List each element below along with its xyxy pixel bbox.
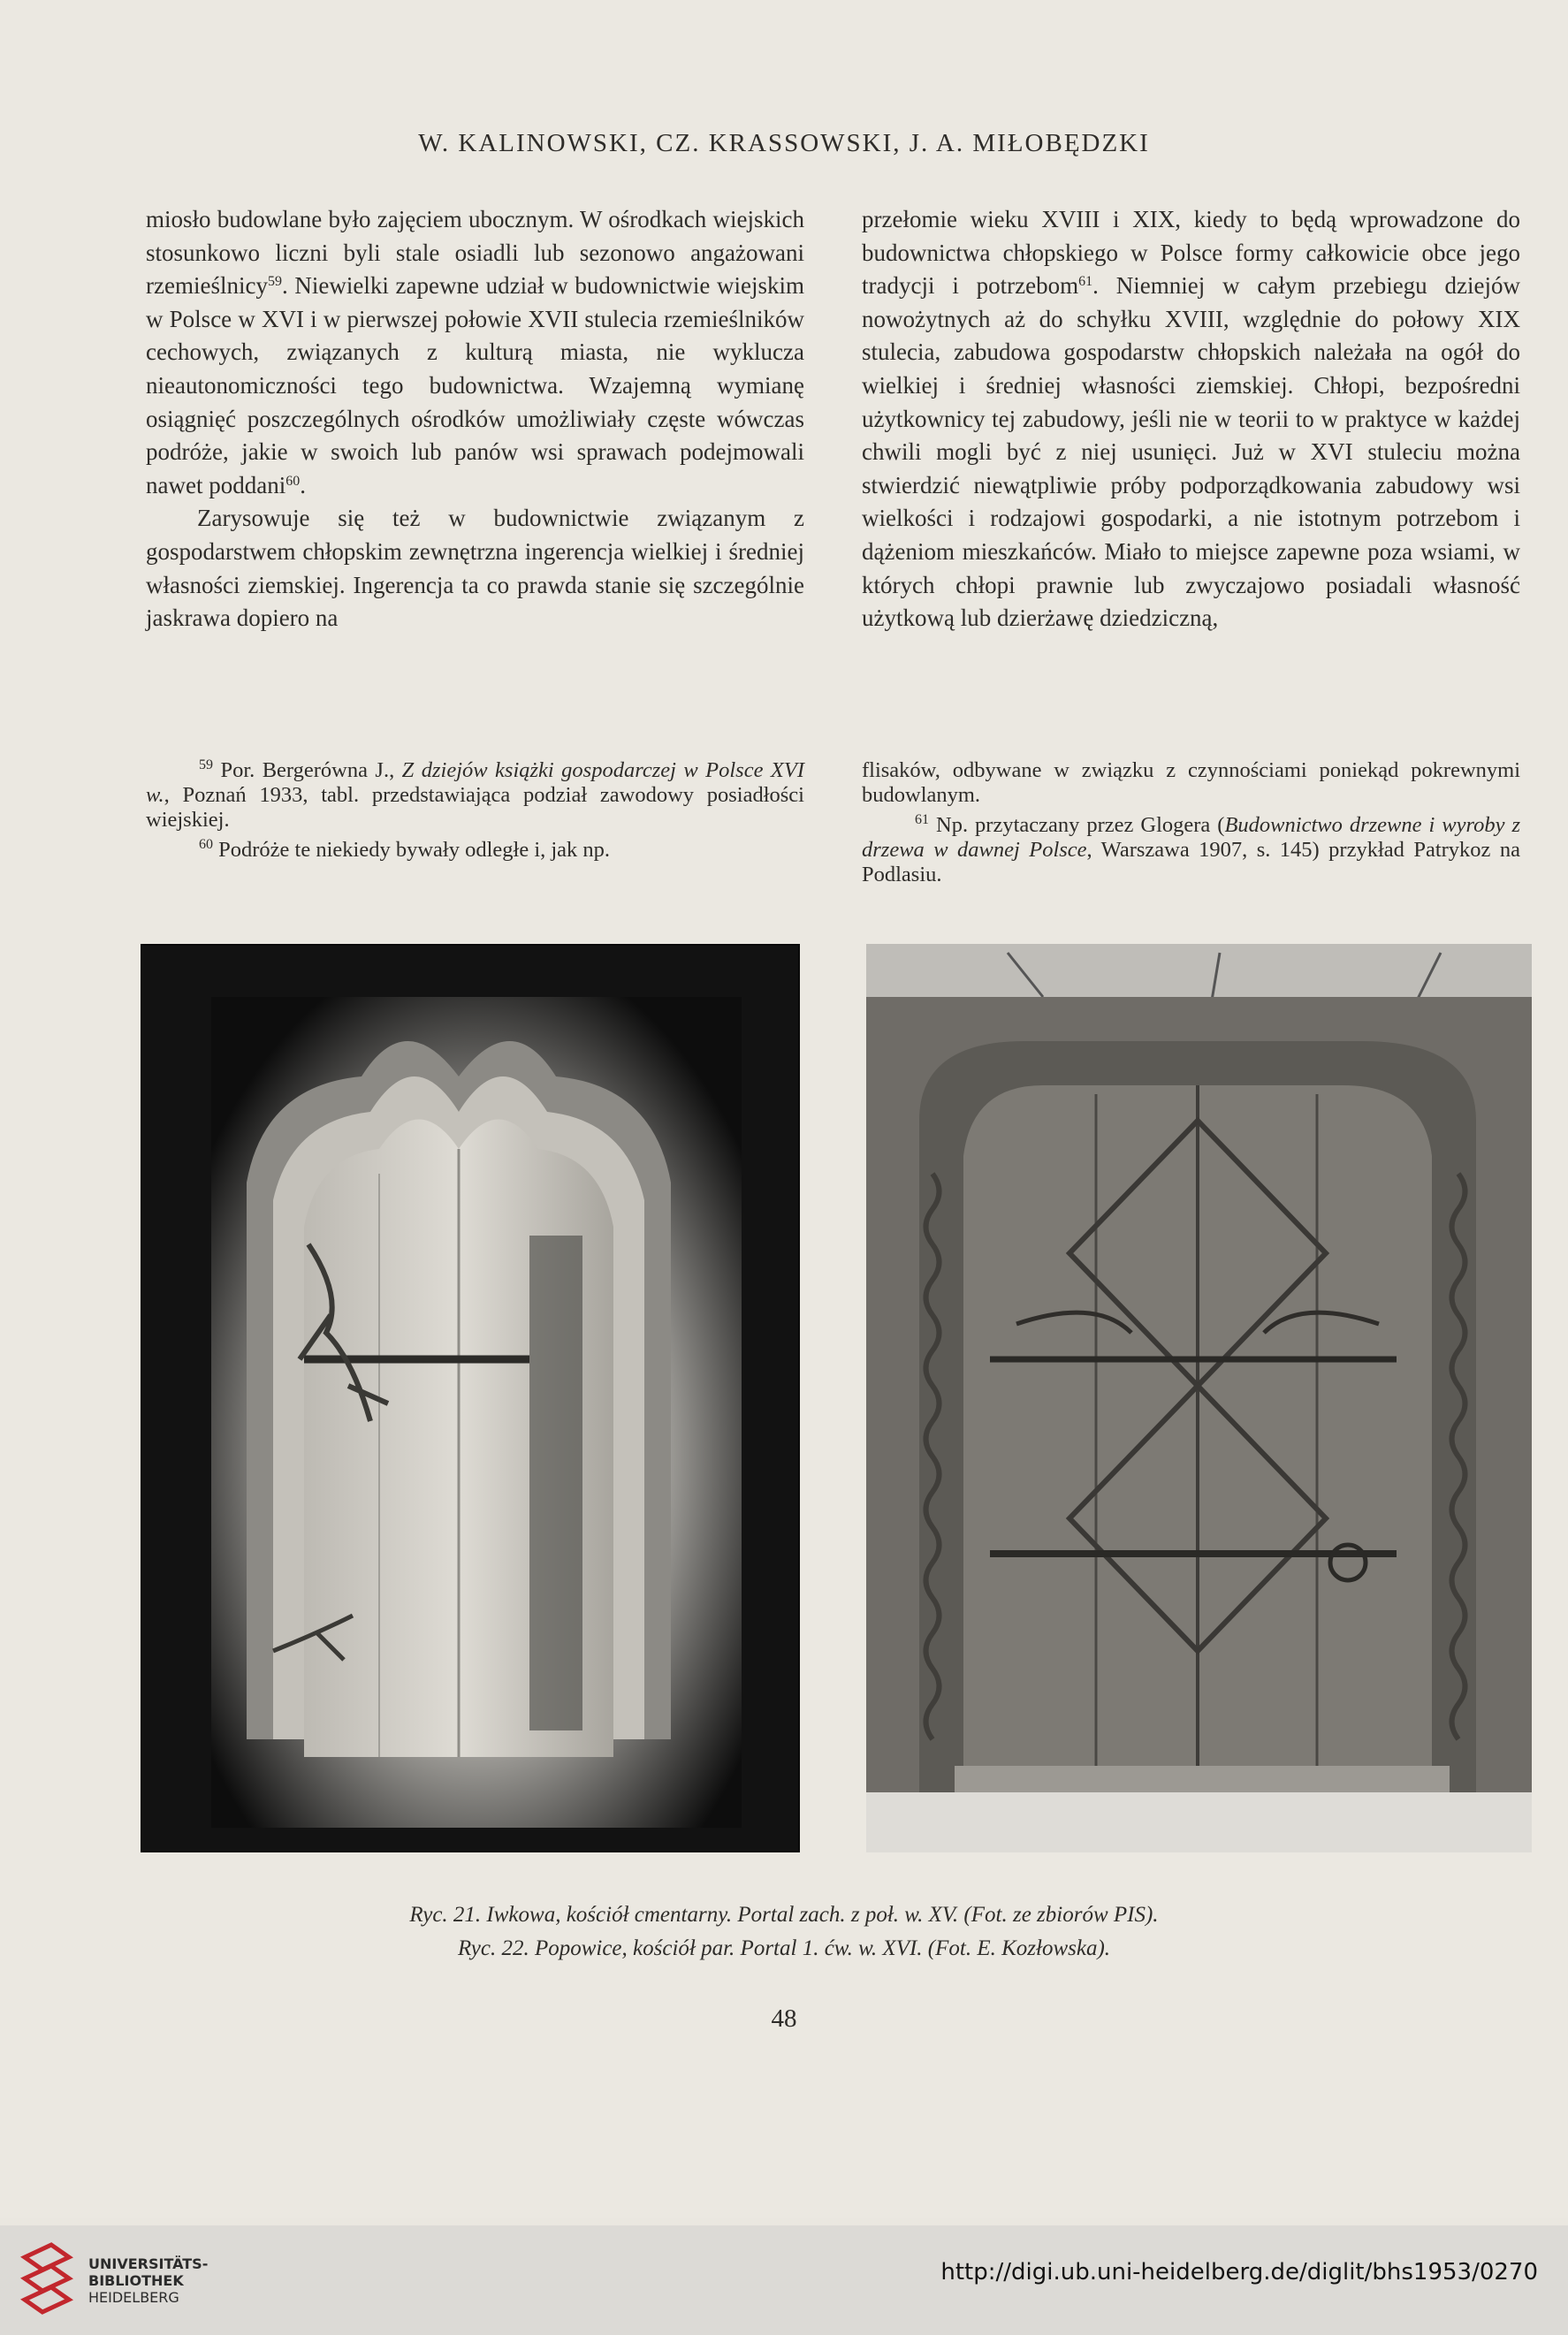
footnote-59: $^{59}$ Por. Bergerówna J., Z dziejów książki gospodarczej w Polsce XVI w., Poznań 1933, tabl. przedstawiająca podział zawodowy posiadłości wiejskiej. (146, 757, 805, 832)
page-number: 48 (771, 2004, 797, 2033)
footnote-ref-59[interactable]: 59 (267, 274, 282, 290)
left-paragraph-2: Zarysowuje się też w budownictwie związanym z gospodarstwem chłopskim zewnętrzna ingerencja wielkiej i średniej własności ziemskiej. Ingerencja ta co prawda stanie się szczególnie jaskrawa dopiero na (146, 505, 804, 632)
footnote-60-continued: flisaków, odbywane w związku z czynnościami poniekąd pokrewnymi budowlanym. (862, 758, 1520, 807)
library-name: UNIVERSITÄTS- BIBLIOTHEK HEIDELBERG (88, 2255, 209, 2306)
left-text-column (146, 203, 804, 635)
photo-fig-22-portal (866, 944, 1532, 1852)
figure-captions (0, 1898, 1568, 1966)
footnote-ref-60[interactable]: 60 (285, 473, 301, 489)
photo-fig-21-portal (141, 944, 800, 1852)
footnotes-left (146, 758, 804, 868)
footnote-ref-61[interactable]: 61 (1078, 274, 1093, 290)
footnotes-right (862, 758, 1520, 893)
library-logo-icon (16, 2240, 78, 2317)
right-text-column (862, 203, 1520, 635)
source-url-link[interactable]: http://digi.ub.uni-heidelberg.de/diglit/bhs1953/0270 (940, 2259, 1538, 2286)
footnote-61: $^{61}$ Np. przytaczany przez Glogera (Budownictwo drzewne i wyroby z drzewa w dawnej Polsce, Warszawa 1907, s. 145) przykład Patrykoz na Podlasiu. (862, 812, 1520, 886)
right-paragraph-1: przełomie wieku XVIII i XIX, kiedy to będą wprowadzone do budownictwa chłopskiego w Polsce formy całkowicie obce jego tradycji i potrzebom$^{61}$. Niemniej w całym przebiegu dziejów nowożytnych aż do schyłku XVIII, względnie do połowy XIX stulecia, zabudowa gospodarstw chłopskich należała na ogół do wielkiej i średniej własności ziemskiej. Chłopi, bezpośredni użytkownicy tej zabudowy, jeśli nie w teorii to w praktyce w każdej chwili mogli być z niej usunięci. Już w XVI stuleciu można stwierdzić niewątpliwie próby podporządkowania zabudowy wsi wielkości i rodzajowi gospodarki, a nie istotnym potrzebom i dążeniom mieszkańców. Miało to miejsce zapewne poza wsiami, w których chłopi prawnie lub zwyczajowo posiadali własność użytkową lub dzierżawę dziedziczną, (862, 206, 1520, 632)
footnote-60: $^{60}$ Podróże te niekiedy bywały odległe i, jak np. (199, 837, 611, 862)
running-head: W. KALINOWSKI, CZ. KRASSOWSKI, J. A. MIŁOBĘDZKI (418, 129, 1150, 157)
caption-fig-22: Ryc. 22. Popowice, kościół par. Portal 1. ćw. w. XVI. (Fot. E. Kozłowska). (457, 1936, 1111, 1960)
digitization-footer (0, 2225, 1568, 2335)
caption-fig-21: Ryc. 21. Iwkowa, kościół cmentarny. Portal zach. z poł. w. XV. (Fot. ze zbiorów PIS). (409, 1903, 1159, 1927)
left-paragraph-1: miosło budowlane było zajęciem ubocznym. W ośrodkach wiejskich stosunkowo liczni byli stale osiadli lub sezonowo angażowani rzemieślnicy$^{59}$. Niewielki zapewne udział w budownictwie wiejskim w Polsce w XVI i w pierwszej połowie XVII stulecia rzemieślników cechowych, związanych z kulturą miasta, nie wyklucza nieautonomiczności tego budownictwa. Wzajemną wymianę osiągnięć poszczególnych ośrodków umożliwiały częste wówczas podróże, jakie w swoich lub panów wsi sprawach podejmowali nawet poddani$^{60}$. (146, 206, 804, 498)
